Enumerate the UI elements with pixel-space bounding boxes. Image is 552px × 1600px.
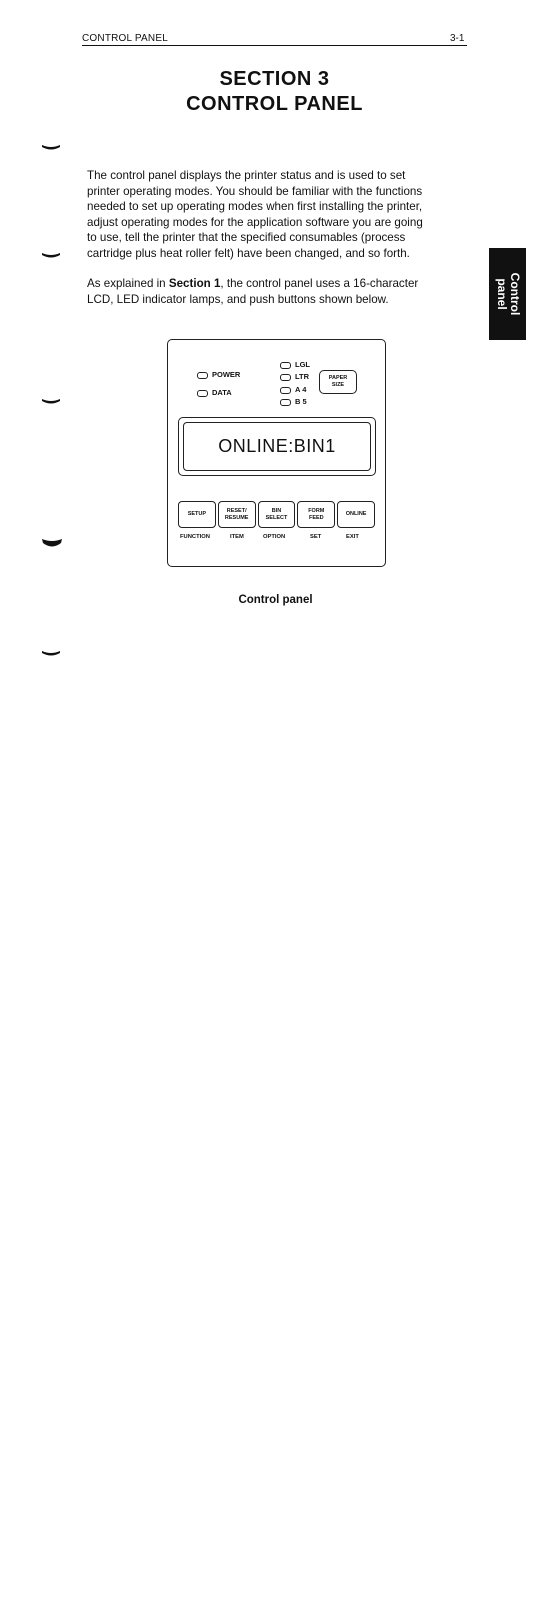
button-label-line: BIN — [271, 508, 282, 514]
text-line: cartridge plus heat roller felt) have been changed, and so forth. — [87, 246, 410, 260]
text-line: LCD, LED indicator lamps, and push buttons shown below. — [87, 292, 389, 306]
led-label: LGL — [295, 360, 310, 369]
a4-led — [280, 385, 306, 394]
data-led — [197, 388, 232, 397]
item-label: ITEM — [230, 534, 244, 540]
ltr-led — [280, 372, 309, 381]
lcd-display — [178, 417, 376, 476]
text-line: needed to set up operating modes when first installing the printer, — [87, 200, 423, 213]
set-label: SET — [310, 534, 322, 540]
led-label: POWER — [212, 370, 241, 379]
function-label: FUNCTION — [180, 534, 210, 540]
button-label-line: SIZE — [331, 382, 345, 388]
page-number: 3-1 — [450, 33, 465, 44]
led-lamp-icon — [280, 374, 291, 381]
thumb-tab-label — [495, 273, 521, 316]
text-line: printer operating modes. You should be familiar with the functions — [87, 184, 423, 198]
push-button-row — [177, 501, 376, 528]
text-run: , the control panel uses a 16-character — [220, 277, 419, 290]
button-label-line: FEED — [308, 514, 324, 521]
button-label-line: RESET/ — [226, 508, 247, 514]
section-thumb-tab — [489, 248, 526, 340]
binding-mark — [42, 538, 64, 549]
text-line: The control panel displays the printer status and is used to set — [87, 169, 406, 182]
text-line: adjust operating modes for the application software you are going — [87, 215, 423, 229]
paper-size-button — [319, 370, 357, 394]
led-lamp-icon — [197, 390, 208, 397]
power-led — [197, 370, 240, 379]
thumb-tab-line: panel — [494, 278, 509, 310]
control-panel-illustration — [167, 339, 386, 567]
text-line: to use, tell the printer that the specified consumables (process — [87, 231, 406, 244]
header-rule — [82, 45, 467, 46]
section-number-title: SECTION 3 — [219, 68, 330, 90]
binding-mark — [42, 143, 62, 151]
led-lamp-icon — [280, 399, 291, 406]
led-label: LTR — [295, 372, 310, 381]
thumb-tab-line: Control — [507, 272, 522, 316]
binding-mark — [42, 251, 62, 259]
button-label-line: RESUME — [224, 514, 249, 521]
bin-select-button — [258, 501, 296, 528]
text-run: As explained in — [87, 277, 169, 290]
lgl-led — [280, 360, 310, 369]
binding-mark — [42, 397, 62, 405]
led-label: DATA — [212, 388, 232, 397]
setup-button — [178, 501, 216, 528]
form-feed-button — [297, 501, 335, 528]
led-lamp-icon — [197, 372, 208, 379]
running-header-title: CONTROL PANEL — [82, 33, 168, 44]
exit-label: EXIT — [346, 534, 359, 540]
button-label-line: FORM — [308, 508, 325, 514]
led-lamp-icon — [280, 362, 291, 369]
option-label: OPTION — [263, 534, 286, 540]
button-label-line: ONLINE — [345, 511, 367, 518]
binding-mark — [42, 649, 62, 657]
lcd-screen: ONLINE:BIN1 — [183, 422, 371, 471]
text-line — [87, 276, 472, 292]
section-reference: Section 1 — [168, 277, 221, 290]
intro-paragraph — [87, 168, 472, 261]
led-lamp-icon — [280, 387, 291, 394]
button-label-line: PAPER — [328, 375, 348, 381]
figure-caption: Control panel — [238, 594, 313, 606]
led-label: A 4 — [295, 385, 307, 394]
online-button — [337, 501, 375, 528]
button-label-line: SETUP — [187, 511, 207, 518]
button-label-line: SELECT — [265, 514, 288, 521]
led-label: B 5 — [295, 397, 307, 406]
reset-resume-button — [218, 501, 256, 528]
b5-led — [280, 397, 307, 406]
section-name-title: CONTROL PANEL — [186, 93, 363, 115]
panel-overview-paragraph — [87, 276, 472, 307]
